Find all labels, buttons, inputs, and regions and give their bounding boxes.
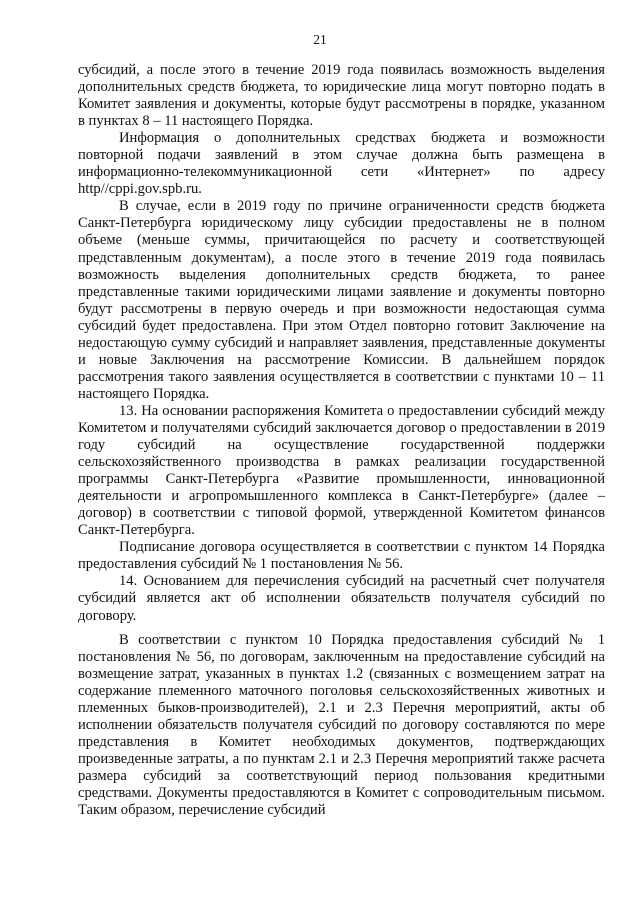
paragraph-continuation: субсидий, а после этого в течение 2019 года появилась возможность выделения дополнительных средств бюджета, то юридические лица могут повторно подать в Комитет заявления и документы, которые будут рассмотрены в порядке, указанном в пунктах 8 – 11 настоящего Порядка. — [78, 62, 605, 130]
paragraph-item-13: 13. На основании распоряжения Комитета о предоставлении субсидий между Комитетом и получателями субсидий заключается договор о предоставлении в 2019 году субсидий на осуществление государственной поддержки сельскохозяйственного производства в рамках реализации государственной программы Санкт-Петербурга «Развитие промышленности, инновационной деятельности и агропромышленного комплекса в Санкт-Петербурге» (далее – договор) в соответствии с типовой формой, утвержденной Комитетом финансов Санкт-Петербурга. — [78, 402, 605, 539]
paragraph-partial-subsidy: В случае, если в 2019 году по причине ограниченности средств бюджета Санкт-Петербурга юридическому лицу субсидии предоставлены не в полном объеме (меньше суммы, причитающейся по расчету и соответствующей представленным документам), а после этого в течение 2019 года появилась возможность выделения дополнительных средств бюджета, то ранее представленные такими юридическими лицами заявление и документы повторно будут рассмотрены в первую очередь и при возможности недостающая сумма субсидий будет предоставлена. При этом Отдел повторно готовит Заключение на недостающую сумму субсидий и направляет заявления, представленные документы и новые Заключения на рассмотрение Комиссии. В дальнейшем порядок рассмотрения такого заявления осуществляется в соответствии с пунктами 10 – 11 настоящего Порядка. — [78, 198, 605, 402]
paragraph-contract-signing: Подписание договора осуществляется в соответствии с пунктом 14 Порядка предоставления субсидий № 1 постановления № 56. — [78, 539, 605, 573]
paragraph-additional-funds-info: Информация о дополнительных средствах бюджета и возможности повторной подачи заявлений в этом случае должна быть размещена в информационно-телекоммуникационной сети «Интернет» по адресу http//cppi.gov.spb.ru. — [78, 130, 605, 198]
page-number: 21 — [313, 32, 327, 47]
paragraph-item-14: 14. Основанием для перечисления субсидий на расчетный счет получателя субсидий является акт об исполнении обязательств получателя субсидий по договору. — [78, 573, 605, 624]
document-body — [78, 62, 605, 819]
paragraph-acts-of-execution: В соответствии с пунктом 10 Порядка предоставления субсидий № 1 постановления № 56, по договорам, заключенным на предоставление субсидий на возмещение затрат, указанных в пунктах 1.2 (связанных с возмещением затрат на содержание племенного маточного поголовья сельскохозяйственных животных и племенных быков-производителей), 2.1 и 2.3 Перечня мероприятий, акты об исполнении обязательств получателя субсидий по договору составляются по мере представления в Комитет необходимых документов, подтверждающих произведенные затраты, а по пунктам 2.1 и 2.3 Перечня мероприятий также расчета размера субсидий за соответствующий период пользования кредитными средствами. Документы предоставляются в Комитет с сопроводительным письмом. Таким образом, перечисление субсидий — [78, 631, 605, 819]
